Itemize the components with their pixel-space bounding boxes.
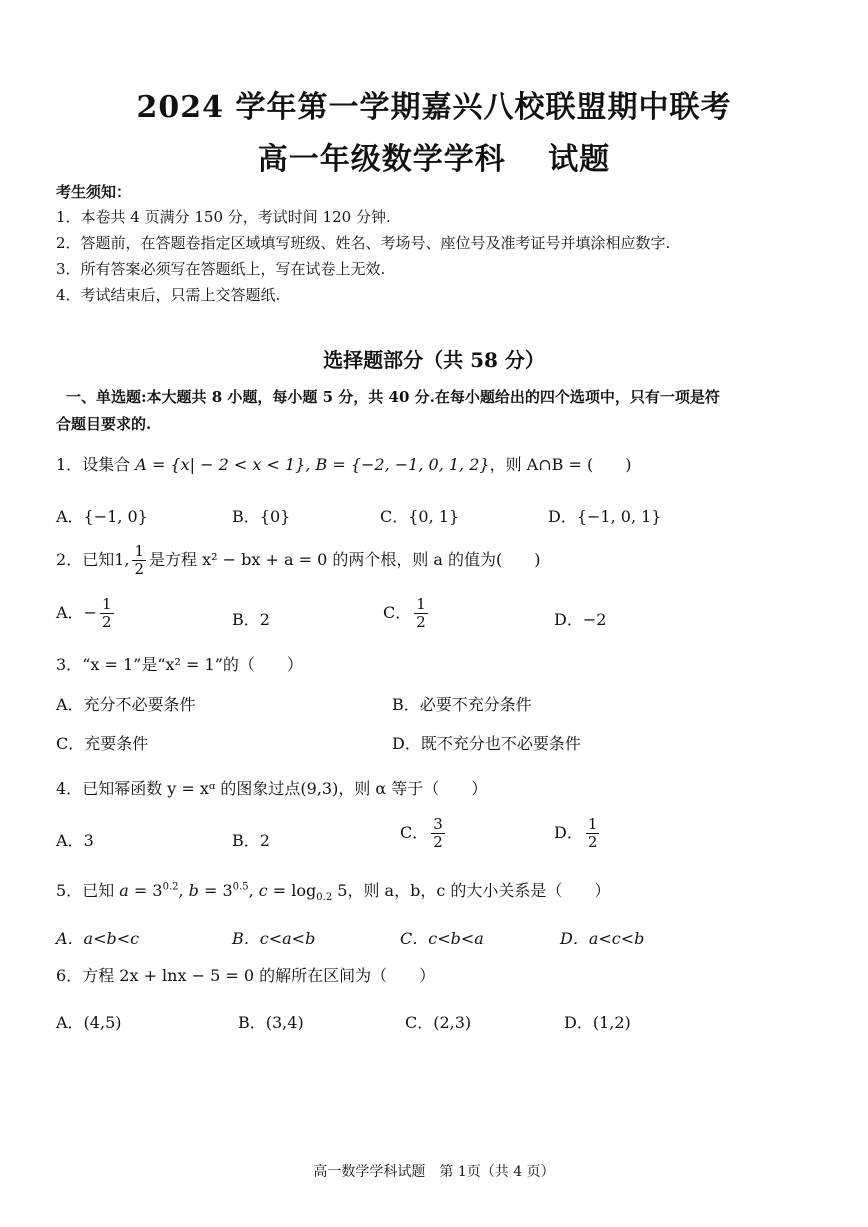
- option-a: A．a<b<c: [56, 929, 140, 948]
- fraction: $\frac{1}{2}$: [416, 595, 426, 631]
- fraction: $\frac{1}{2}$: [101, 595, 112, 631]
- instructions-line2: 合题目要求的.: [56, 415, 152, 433]
- question-1: [56, 452, 631, 475]
- instructions-line1: 一、单选题:本大题共 8 小题，每小题 5 分，共 40 分.在每小题给出的四个选项中，只有一项是符: [66, 388, 720, 406]
- notice-item: 4．考试结束后，只需上交答题纸.: [56, 286, 281, 304]
- option-a: A．3: [56, 831, 94, 850]
- option-b: B．2: [232, 831, 270, 850]
- option-a: A．{−1, 0}: [56, 507, 148, 526]
- option-c: C．(2,3): [405, 1013, 472, 1032]
- question-stem: 是方程 x² − bx + a = 0 的两个根，则 a 的值为( ): [149, 550, 541, 569]
- fraction: $\frac{3}{2}$: [433, 815, 443, 851]
- option-c: C．c<b<a: [400, 929, 484, 948]
- option-a: A．(4,5): [56, 1013, 122, 1032]
- option-d: D． $\frac{1}{2}$: [554, 815, 598, 851]
- instructions: [56, 384, 816, 438]
- question-4: [56, 776, 487, 799]
- option-d: D．(1,2): [564, 1013, 631, 1032]
- question-number: 4．: [56, 779, 83, 798]
- question-stem-prefix: 已知1,: [82, 550, 130, 569]
- question-stem: 已知幂函数 y = xᵅ 的图象过点(9,3)，则 α 等于（ ）: [82, 779, 488, 798]
- option-a: A．充分不必要条件: [56, 695, 196, 714]
- question-number: 3．: [56, 655, 83, 674]
- option-d: D．−2: [554, 610, 607, 629]
- exam-title: 2024 学年第一学期嘉兴八校联盟期中联考: [136, 90, 732, 125]
- section-title: 选择题部分（共 58 分）: [323, 348, 545, 372]
- question-stem-suffix: ，则 A∩B = ( ): [489, 455, 632, 474]
- option-c: C．充要条件: [56, 734, 149, 753]
- question-stem: “x = 1”是“x² = 1”的（ ）: [82, 655, 303, 674]
- question-math: A = {x| − 2 < x < 1}, B = {−2, −1, 0, 1, 2}: [135, 455, 490, 474]
- option-b: B．c<a<b: [232, 929, 316, 948]
- question-number: 1．: [56, 455, 83, 474]
- question-stem-prefix: 已知: [82, 881, 115, 900]
- option-d: D．a<c<b: [560, 929, 645, 948]
- question-stem-suffix: ，则 a，b，c 的大小关系是（ ）: [347, 881, 611, 900]
- notice-heading: 考生须知：: [56, 183, 132, 201]
- question-stem-prefix: 设集合: [82, 455, 131, 474]
- question-3: [56, 652, 303, 675]
- exam-subtitle: 高一年级数学学科 试题: [257, 142, 611, 177]
- option-b: B．2: [232, 610, 270, 629]
- question-number: 5．: [56, 881, 83, 900]
- question-2: [56, 543, 541, 578]
- notice-item: 2．答题前，在答题卷指定区域填写班级、姓名、考场号、座位号及准考证号并填涂相应数字.: [56, 234, 671, 252]
- question-math: $a = 3^{0.2}$, $b = 3^{0.5}$, $c = \log_{0.2} 5$: [119, 881, 348, 904]
- notice-item: 3．所有答案必须写在答题纸上，写在试卷上无效.: [56, 260, 386, 278]
- notice-item: 1．本卷共 4 页满分 150 分，考试时间 120 分钟.: [56, 208, 391, 226]
- fraction: $\frac{1}{2}$: [134, 542, 145, 578]
- option-c: C． $\frac{1}{2}$: [383, 595, 426, 631]
- option-c: C．{0, 1}: [380, 507, 460, 526]
- option-b: B．{0}: [232, 507, 291, 526]
- question-number: 2．: [56, 550, 83, 569]
- question-stem: 方程 2x + lnx − 5 = 0 的解所在区间为（ ）: [82, 966, 436, 985]
- page-footer: 高一数学学科试题 第 1页（共 4 页）: [313, 1164, 555, 1180]
- question-number: 6．: [56, 966, 83, 985]
- option-d: D．{−1, 0, 1}: [548, 507, 662, 526]
- question-5: [56, 878, 610, 903]
- option-d: D．既不充分也不必要条件: [392, 734, 581, 753]
- question-6: [56, 963, 435, 986]
- option-a: A．− $\frac{1}{2}$: [56, 595, 112, 631]
- fraction: $\frac{1}{2}$: [587, 815, 598, 851]
- option-c: C． $\frac{3}{2}$: [400, 815, 443, 851]
- option-b: B．(3,4): [238, 1013, 304, 1032]
- option-b: B．必要不充分条件: [392, 695, 532, 714]
